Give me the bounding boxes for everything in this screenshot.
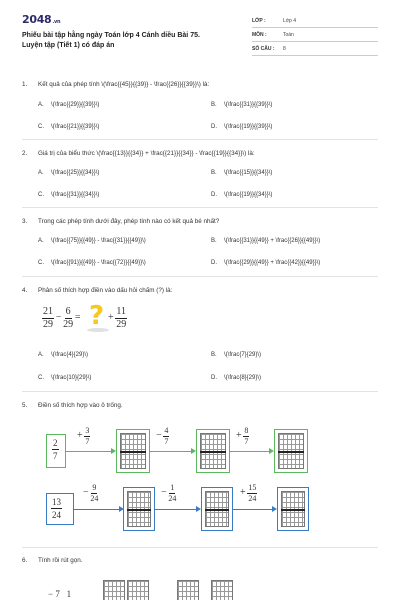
answer-grid[interactable]	[120, 433, 146, 469]
divider	[22, 276, 378, 277]
answer-grid[interactable]	[278, 433, 304, 469]
option-2b[interactable]: B. \(\frac{{15}}{{34}}\)	[211, 170, 273, 176]
arrow-line	[155, 509, 197, 510]
meta-row-class: LỚP : Lớp 4	[252, 14, 378, 28]
q5-blue-answer-1[interactable]	[123, 487, 155, 531]
q5-green-step1: + $\frac{3}{7}$	[77, 426, 90, 446]
q4-expression-tail	[108, 307, 127, 330]
option-1a[interactable]: A. \(\frac{{29}}{{39}}\)	[38, 102, 100, 108]
logo-tld: .vn	[52, 19, 61, 25]
meta-row-count: SỐ CÂU : 8	[252, 42, 378, 56]
q5-blue-answer-2[interactable]	[201, 487, 233, 531]
q5-green-step2: − $\frac{4}{7}$	[156, 426, 169, 446]
fraction: 13 24	[52, 497, 61, 520]
question-2: 2. Giá trị của biểu thức \(\frac{{13}}{{34}} + \frac{{21}}{{34}} - \frac{{19}}{{34}}\) là:	[22, 150, 255, 157]
q5-blue-step3: + $\frac{15}{24}$	[240, 483, 257, 503]
q5-green-start-box	[46, 434, 66, 468]
q6-answer-grid[interactable]	[103, 580, 125, 600]
question-6: 6. Tính rồi rút gọn.	[22, 557, 83, 564]
worksheet-title: Phiếu bài tập hằng ngày Toán lớp 4 Cánh diều Bài 75. Luyện tập (Tiết 1) có đáp án	[22, 32, 200, 49]
minus-sign: −	[55, 312, 62, 324]
q5-green-answer-1[interactable]	[116, 429, 150, 473]
fraction: $\frac{6}{29}$	[63, 306, 74, 330]
answer-grid[interactable]	[205, 491, 229, 527]
plus-sign: +	[108, 312, 114, 324]
answer-grid[interactable]	[127, 491, 151, 527]
q4-expression	[42, 307, 81, 330]
arrow-line	[74, 509, 120, 510]
option-4a[interactable]: A. \(\frac{4}{29}\)	[38, 352, 89, 358]
q5-blue-step2: − $\frac{1}{24}$	[161, 483, 177, 503]
question-text: Trong các phép tính dưới đây, phép tính nào có kết quả bé nhất?	[38, 218, 220, 225]
fraction: $\frac{21}{29}$	[43, 306, 53, 330]
arrow-line	[150, 451, 192, 452]
logo-main: 2048	[22, 13, 52, 26]
worksheet-header	[0, 0, 400, 62]
fraction: 2 7	[53, 438, 58, 461]
question-5: 5. Điền số thích hợp vào ô trống.	[22, 402, 123, 409]
option-1d[interactable]: D. \(\frac{{19}}{{39}}\)	[211, 124, 273, 130]
question-text: Tính rồi rút gọn.	[38, 557, 83, 564]
fraction: $\frac{11}{29}$	[116, 306, 127, 330]
q5-green-answer-3[interactable]	[274, 429, 308, 473]
divider	[22, 547, 378, 548]
option-4c[interactable]: C. \(\frac{10}{29}\)	[38, 375, 92, 381]
question-3: 3. Trong các phép tính dưới đây, phép tính nào có kết quả bé nhất?	[22, 218, 220, 225]
divider	[22, 207, 378, 208]
q5-blue-answer-3[interactable]	[277, 487, 309, 531]
question-text: Giá trị của biểu thức \(\frac{{13}}{{34}} + \frac{{21}}{{34}} - \frac{{19}}{{34}}\) là:	[38, 150, 255, 157]
site-logo[interactable]	[22, 13, 60, 26]
arrow-line	[66, 451, 112, 452]
answer-grid[interactable]	[281, 491, 305, 527]
answer-grid[interactable]	[200, 433, 226, 469]
q5-blue-step1: − $\frac{9}{24}$	[83, 483, 99, 503]
option-3a[interactable]: A. \(\frac{{75}}{{49}} - \frac{{31}}{{49}}\)	[38, 238, 146, 244]
divider	[22, 391, 378, 392]
option-3b[interactable]: B. \(\frac{{31}}{{49}} + \frac{{26}}{{49}}\)	[211, 238, 321, 244]
q6-answer-grid[interactable]	[211, 580, 233, 600]
divider	[22, 139, 378, 140]
question-1: 1. Kết quả của phép tính \(\frac{{45}}{{39}} - \frac{{26}}{{39}}\) là:	[22, 81, 210, 88]
q5-green-answer-2[interactable]	[196, 429, 230, 473]
meta-row-subject: MÔN : Toán	[252, 28, 378, 42]
q5-green-step3: + $\frac{8}{7}$	[236, 426, 249, 446]
q6-expression: − 7 1	[48, 589, 72, 599]
option-3d[interactable]: D. \(\frac{{29}}{{49}} + \frac{{42}}{{49}}\)	[211, 260, 321, 266]
q6-answer-grid[interactable]	[177, 580, 199, 600]
equals-sign: =	[74, 312, 81, 324]
question-text: Kết quả của phép tính \(\frac{{45}}{{39}} - \frac{{26}}{{39}}\) là:	[38, 81, 210, 88]
option-4b[interactable]: B. \(\frac{7}{29}\)	[211, 352, 262, 358]
meta-panel	[252, 14, 378, 56]
option-2a[interactable]: A. \(\frac{{25}}{{34}}\)	[38, 170, 100, 176]
option-2c[interactable]: C. \(\frac{{31}}{{34}}\)	[38, 192, 100, 198]
arrow-line	[230, 451, 270, 452]
question-text: Điền số thích hợp vào ô trống.	[38, 402, 123, 409]
q6-answer-grid[interactable]	[127, 580, 149, 600]
question-text: Phân số thích hợp điền vào dấu hỏi chấm (?) là:	[38, 287, 173, 294]
question-4: 4. Phân số thích hợp điền vào dấu hỏi chấm (?) là:	[22, 287, 173, 294]
option-3c[interactable]: C. \(\frac{{91}}{{49}} - \frac{{72}}{{49}}\)	[38, 260, 146, 266]
option-1c[interactable]: C. \(\frac{{21}}{{39}}\)	[38, 124, 100, 130]
question-mark-icon: ?	[88, 306, 106, 330]
q5-blue-start-box	[46, 493, 74, 525]
option-2d[interactable]: D. \(\frac{{19}}{{34}}\)	[211, 192, 273, 198]
option-4d[interactable]: D. \(\frac{8}{29}\)	[211, 375, 262, 381]
option-1b[interactable]: B. \(\frac{{31}}{{39}}\)	[211, 102, 273, 108]
arrow-line	[233, 509, 273, 510]
